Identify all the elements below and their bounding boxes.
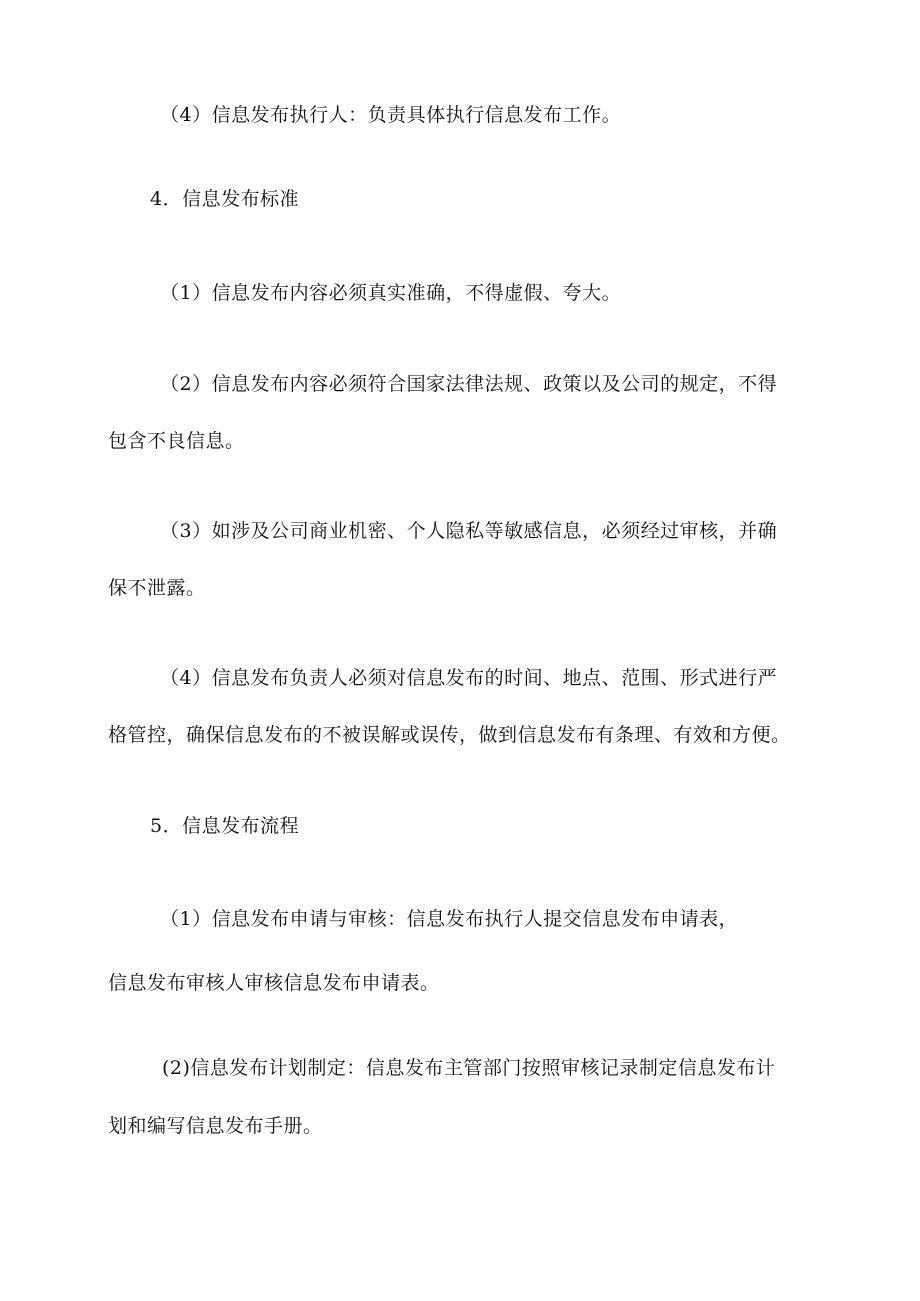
process-item-1-line-2: 信息发布审核人审核信息发布申请表。 xyxy=(108,972,440,994)
process-item-1-line-1: （1）信息发布申请与审核：信息发布执行人提交信息发布申请表， xyxy=(160,908,739,930)
standard-item-2-line-2: 包含不良信息。 xyxy=(108,430,245,452)
standard-item-2-line-1: （2）信息发布内容必须符合国家法律法规、政策以及公司的规定，不得 xyxy=(160,373,778,395)
section-heading-process: 5．信息发布流程 xyxy=(150,815,300,837)
process-item-2-line-1: (2)信息发布计划制定：信息发布主管部门按照审核记录制定信息发布计 xyxy=(162,1057,776,1079)
standard-item-4-line-2: 格管控，确保信息发布的不被误解或误传，做到信息发布有条理、有效和方便。 xyxy=(108,724,791,746)
standard-item-3-line-2: 保不泄露。 xyxy=(108,577,206,599)
paragraph-4-executor: （4）信息发布执行人：负责具体执行信息发布工作。 xyxy=(160,104,622,126)
section-heading-standards: 4．信息发布标准 xyxy=(150,188,300,210)
standard-item-1: （1）信息发布内容必须真实准确，不得虚假、夸大。 xyxy=(160,282,622,304)
process-item-2-line-2: 划和编写信息发布手册。 xyxy=(108,1115,323,1137)
standard-item-4-line-1: （4）信息发布负责人必须对信息发布的时间、地点、范围、形式进行严 xyxy=(160,667,778,689)
standard-item-3-line-1: （3）如涉及公司商业机密、个人隐私等敏感信息，必须经过审核，并确 xyxy=(160,520,778,542)
